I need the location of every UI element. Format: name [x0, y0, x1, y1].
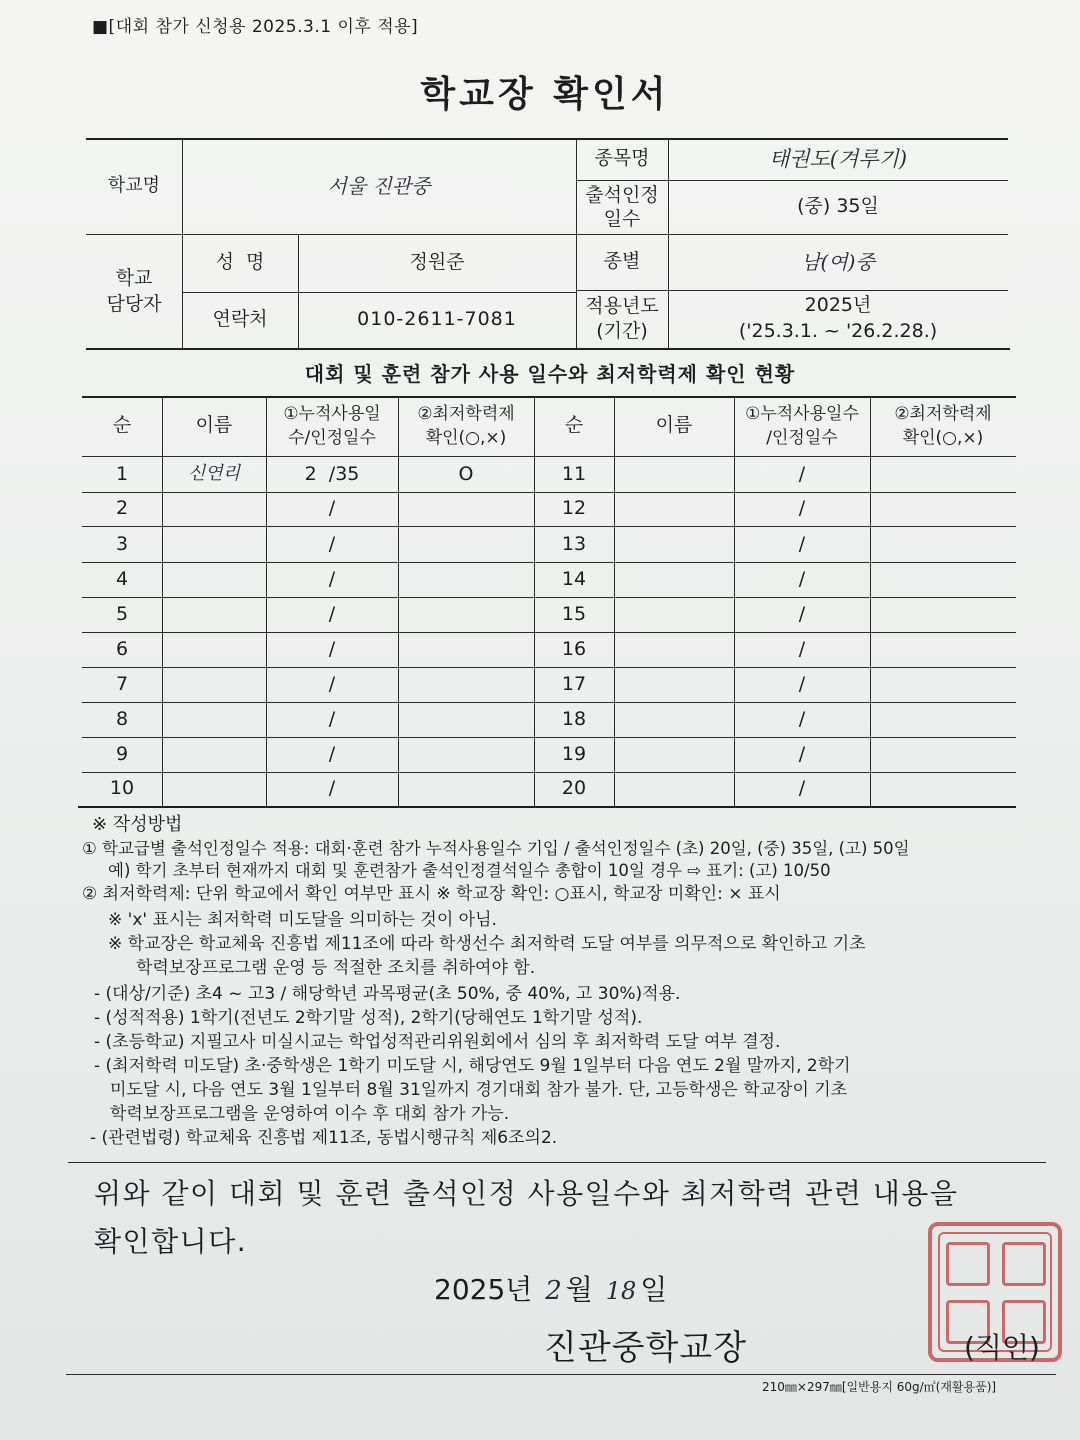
period-range: ('25.3.1. ~ '26.2.28.) [738, 320, 938, 342]
header-seq: 순 [112, 414, 132, 437]
seal-note: (직인) [964, 1331, 1040, 1364]
row-days-right: / [798, 532, 806, 555]
header-note: ■[대회 참가 신청용 2025.3.1 이후 적용] [92, 17, 419, 37]
row-seq-right: 14 [561, 567, 587, 590]
document-title: 학교장 확인서 [420, 74, 670, 115]
manager-label: 학교 담당자 [106, 267, 162, 315]
header-check-right: ②최저학력제 확인(○,×) [894, 404, 992, 448]
row-seq-right: 16 [561, 637, 587, 660]
period-year: 2025년 [804, 294, 872, 316]
contact-number: 010-2611-7081 [357, 308, 517, 331]
row-seq: 9 [115, 742, 129, 765]
row-days: / [328, 637, 336, 660]
period-label: 적용년도 (기간) [585, 295, 659, 342]
row-days-right: / [798, 707, 806, 730]
row-days: / [328, 602, 336, 625]
row-days-right: / [798, 742, 806, 765]
header-seq-right: 순 [564, 414, 584, 437]
row-days: / [328, 567, 336, 590]
row-days: / [328, 707, 336, 730]
name-label: 성 명 [215, 251, 265, 274]
row-name: 신연리 [187, 463, 241, 485]
row-days-right: / [798, 672, 806, 695]
header-name: 이름 [195, 414, 233, 437]
row-seq-right: 15 [561, 602, 587, 625]
date [434, 1268, 667, 1308]
event-name: 태권도(겨루기) [768, 146, 908, 171]
note-2b-cont: 학력보장프로그램 운영 등 적절한 조치를 취하여야 함. [136, 958, 536, 978]
row-days-right: / [798, 602, 806, 625]
header-days-right: ①누적사용일수 /인정일수 [745, 404, 859, 448]
principal-title: 진관중학교장 [544, 1328, 748, 1368]
row-seq-right: 11 [561, 462, 587, 485]
row-seq: 4 [115, 567, 129, 590]
note-1-example: 예) 학기 초부터 현재까지 대회 및 훈련참가 출석인정결석일수 총합이 10일 경우 ⇨ 표기: (고) 10/50 [108, 861, 831, 880]
attendance-label: 출석인정 일수 [585, 184, 659, 230]
note-2: ② 최저학력제: 단위 학교에서 확인 여부만 표시 ※ 학교장 확인: ○표시, 학교장 미확인: × 표시 [82, 884, 781, 904]
detail-below-standard-3: 학력보장프로그램을 운영하여 이수 후 대회 참가 가능. [110, 1104, 510, 1124]
notes-heading: ※ 작성방법 [92, 814, 183, 835]
row-seq: 10 [109, 777, 135, 800]
row-seq-right: 19 [561, 742, 587, 765]
row-days-right: / [798, 567, 806, 590]
confirmation-text-2: 확인합니다. [94, 1225, 248, 1258]
school-label: 학교명 [107, 174, 161, 196]
date-year: 2025년 [434, 1273, 533, 1306]
row-days: 2 /35 [304, 462, 360, 485]
row-seq-right: 17 [561, 672, 587, 695]
row-seq: 3 [115, 532, 129, 555]
row-days: / [328, 532, 336, 555]
detail-target: - (대상/기준) 초4 ~ 고3 / 해당학년 과목평균(초 50%, 중 40%, 고 30%)적용. [94, 984, 681, 1004]
manager-name: 정원준 [409, 251, 465, 274]
detail-law: - (관련법령) 학교체육 진흥법 제11조, 동법시행규칙 제6조의2. [90, 1128, 558, 1148]
confirmation-text: 위와 같이 대회 및 훈련 출석인정 사용일수와 최저학력 관련 내용을 [94, 1177, 959, 1210]
school-name: 서울 진관중 [327, 173, 431, 198]
header-name-right: 이름 [655, 414, 693, 437]
detail-elementary: - (초등학교) 지필고사 미실시교는 학업성적관리위원회에서 심의 후 최저학력 도달 여부 결정. [94, 1032, 781, 1052]
row-days-right: / [798, 777, 806, 800]
row-seq-right: 12 [561, 497, 587, 520]
note-2b: ※ 학교장은 학교체육 진흥법 제11조에 따라 학생선수 최저학력 도달 여부를 의무적으로 확인하고 기초 [108, 934, 866, 954]
row-days: / [328, 672, 336, 695]
section-title: 대회 및 훈련 참가 사용 일수와 최저학력제 확인 현황 [304, 362, 796, 386]
detail-grades: - (성적적용) 1학기(전년도 2학기말 성적), 2학기(당해연도 1학기말 성적). [94, 1008, 643, 1028]
row-seq-right: 13 [561, 532, 587, 555]
contact-label: 연락처 [212, 308, 268, 331]
row-days-right: / [798, 497, 806, 520]
note-2a: ※ 'x' 표시는 최저학력 미도달을 의미하는 것이 아님. [108, 910, 497, 930]
event-label: 종목명 [594, 147, 650, 170]
detail-below-standard-2: 미도달 시, 다음 연도 3월 1일부터 8월 31일까지 경기대회 참가 불가. 단, 고등학생은 학교장이 기초 [110, 1080, 848, 1100]
header-check: ②최저학력제 확인(○,×) [417, 404, 515, 448]
row-days-right: / [798, 637, 806, 660]
row-days: / [328, 777, 336, 800]
row-seq-right: 20 [561, 777, 587, 800]
row-seq: 1 [115, 462, 129, 485]
header-days: ①누적사용일 수/인정일수 [283, 404, 381, 448]
detail-below-standard: - (최저학력 미도달) 초·중학생은 1학기 미도달 시, 해당연도 9월 1일부터 다음 연도 2월 말까지, 2학기 [94, 1056, 851, 1076]
date-month-unit: 월 [565, 1273, 593, 1306]
row-days: / [328, 742, 336, 765]
row-seq: 5 [115, 602, 129, 625]
date-month: 2 [545, 1276, 562, 1306]
row-days-right: / [798, 462, 806, 485]
row-seq: 2 [115, 497, 129, 520]
period-value [668, 290, 1008, 350]
date-day-unit: 일 [640, 1273, 668, 1306]
row-check: O [458, 462, 474, 485]
attendance-days: (중) 35일 [797, 195, 879, 218]
type-label: 종별 [603, 250, 641, 273]
row-seq-right: 18 [561, 707, 587, 730]
row-days: / [328, 497, 336, 520]
row-seq: 8 [115, 707, 129, 730]
row-seq: 7 [115, 672, 129, 695]
date-day: 18 [605, 1277, 637, 1305]
note-1: ① 학교급별 출석인정일수 적용: 대회·훈련 참가 누적사용일수 기입 / 출석인정일수 (초) 20일, (중) 35일, (고) 50일 [82, 839, 910, 858]
paper-spec-footer: 210㎜×297㎜[일반용지 60g/㎡(재활용품)] [762, 1380, 997, 1394]
division-value: 남(여)중 [801, 249, 875, 274]
row-seq: 6 [115, 637, 129, 660]
